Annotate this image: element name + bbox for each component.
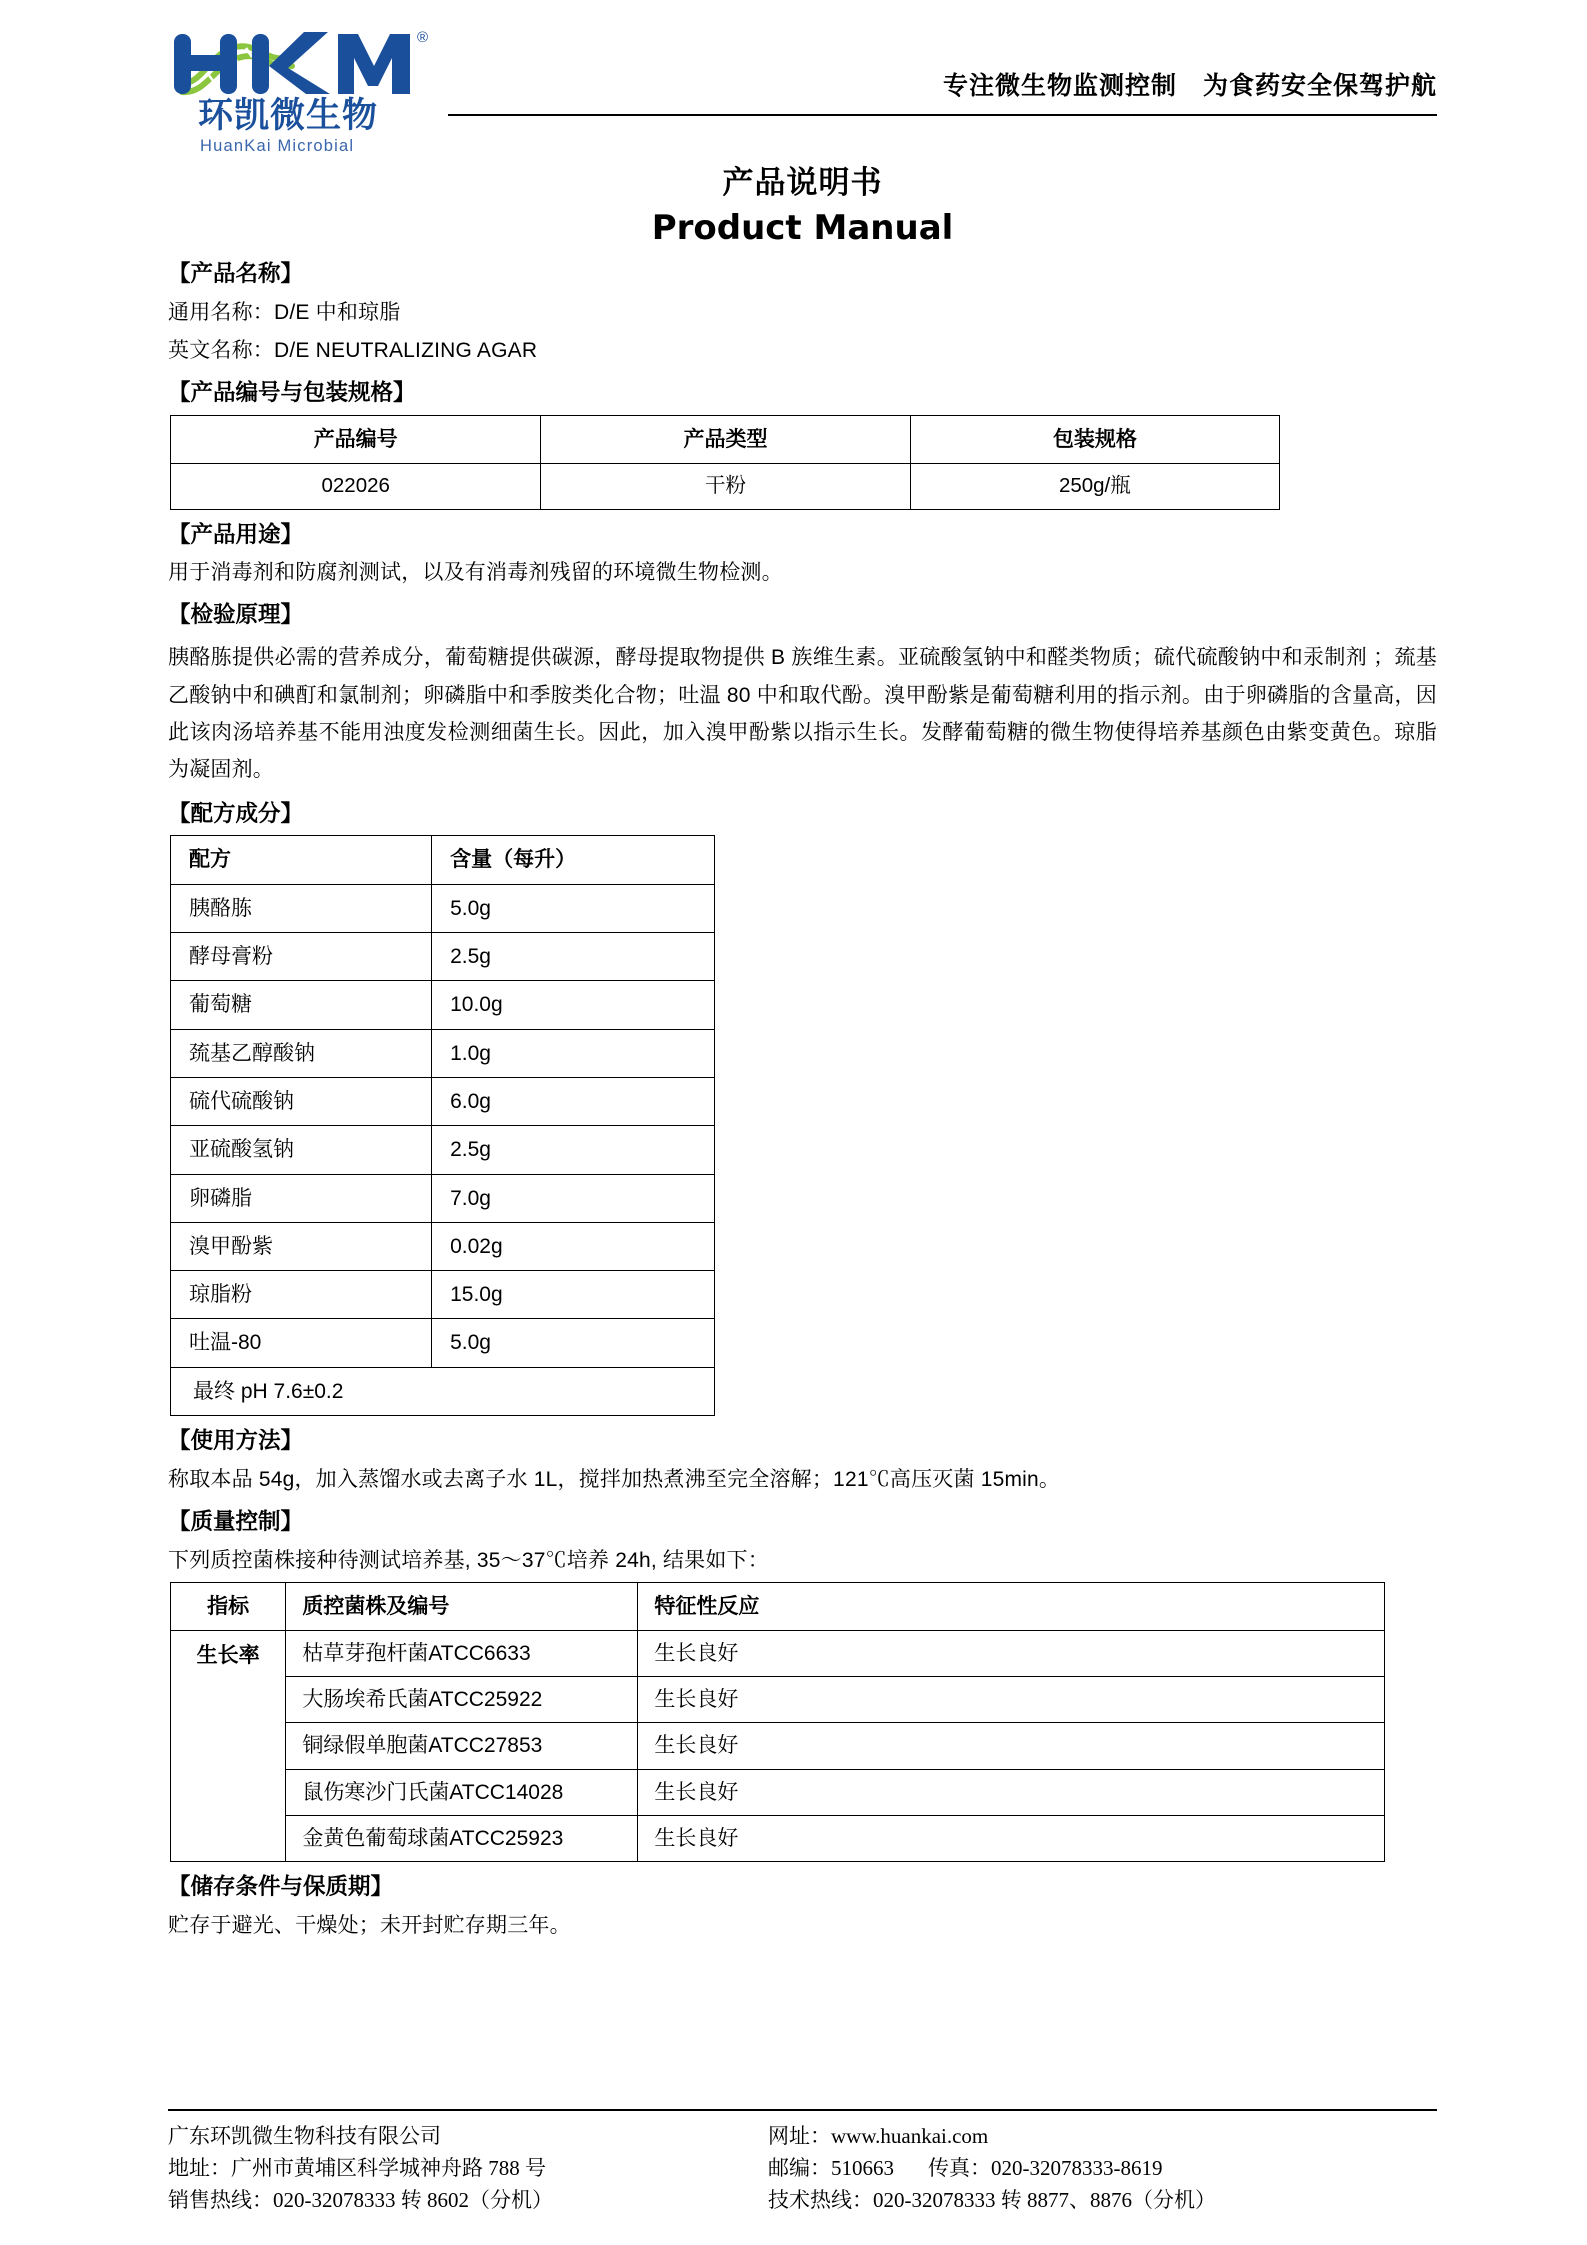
formula-cell-name: 亚硫酸氢钠 [171, 1126, 432, 1174]
table-row [171, 1769, 1385, 1815]
table-row [171, 981, 715, 1029]
formula-cell-amount: 5.0g [432, 1319, 715, 1367]
spec-cell-package: 250g/瓶 [910, 464, 1279, 510]
footer-left-column [168, 2121, 768, 2217]
table-row [171, 1222, 715, 1270]
formula-cell-name: 琼脂粉 [171, 1271, 432, 1319]
section-heading-usage: 【产品用途】 [168, 521, 304, 548]
formula-ph-value: 最终 pH 7.6±0.2 [171, 1367, 715, 1415]
footer-sales-hotline: 销售热线：020-32078333 转 8602（分机） [168, 2188, 553, 2213]
table-row [171, 1319, 715, 1367]
table-row [171, 464, 1280, 510]
spec-col-type: 产品类型 [541, 415, 910, 463]
qc-col-reaction: 特征性反应 [638, 1582, 1385, 1630]
footer-company-name: 广东环凯微生物科技有限公司 [168, 2124, 441, 2149]
footer-fax: 传真：020-32078333-8619 [928, 2156, 1163, 2181]
footer-postcode: 邮编：510663 [768, 2156, 894, 2181]
storage-text: 贮存于避光、干燥处；未开封贮存期三年。 [168, 1914, 571, 1938]
usage-text: 用于消毒剂和防腐剂测试，以及有消毒剂残留的环境微生物检测。 [168, 561, 783, 585]
section-heading-formula: 【配方成分】 [168, 800, 304, 827]
spec-cell-code: 022026 [171, 464, 541, 510]
logo-english-name: HuanKai Microbial [200, 137, 355, 155]
qc-cell-reaction: 生长良好 [638, 1769, 1385, 1815]
table-row [171, 1271, 715, 1319]
formula-cell-name: 硫代硫酸钠 [171, 1077, 432, 1125]
document-body [0, 164, 1587, 1943]
principle-text: 胰酪胨提供必需的营养成分，葡萄糖提供碳源，酵母提取物提供 B 族维生素。亚硫酸氢钠中和醛类物质；硫代硫酸钠中和汞制剂 ；巯基乙酸钠中和碘酊和氯制剂；卵磷脂中和季胺类化合物；吐温 80 中和取代酚。溴甲酚紫是葡萄糖利用的指示剂。由于卵磷脂的含量高，因此该肉汤培养基不能用浊度发检测细菌生长。因此，加入溴甲酚紫以指示生长。发酵葡萄糖的微生物使得培养基颜色由紫变黄色。琼脂为凝固剂。 [168, 646, 1437, 782]
footer-address: 地址：广州市黄埔区科学城神舟路 788 号 [168, 2156, 546, 2181]
spec-cell-type: 干粉 [541, 464, 910, 510]
page-title-en: Product Manual [651, 207, 954, 248]
table-header-row [171, 836, 715, 884]
qc-col-strain: 质控菌株及编号 [286, 1582, 638, 1630]
formula-cell-name: 巯基乙醇酸钠 [171, 1029, 432, 1077]
qc-cell-reaction: 生长良好 [638, 1630, 1385, 1676]
logo-chinese-name: 环凯微生物 [198, 96, 379, 135]
table-row [171, 1077, 715, 1125]
table-row [171, 1816, 1385, 1862]
generic-name-label: 通用名称： [168, 301, 274, 324]
table-row [171, 1126, 715, 1174]
table-row [171, 1630, 1385, 1676]
quality-intro-text: 下列质控菌株接种待测试培养基, 35～37℃培养 24h, 结果如下： [168, 1548, 769, 1572]
formula-cell-amount: 10.0g [432, 981, 715, 1029]
formula-cell-name: 酵母膏粉 [171, 933, 432, 981]
page-header [0, 0, 1587, 155]
formula-cell-name: 葡萄糖 [171, 981, 432, 1029]
section-heading-quality: 【质量控制】 [168, 1508, 304, 1535]
qc-col-index: 指标 [171, 1582, 286, 1630]
qc-cell-strain: 铜绿假单胞菌ATCC27853 [286, 1723, 638, 1769]
page-footer [0, 2109, 1587, 2217]
page-title-cn: 产品说明书 [722, 165, 883, 201]
qc-cell-strain: 枯草芽孢杆菌ATCC6633 [286, 1630, 638, 1676]
table-row [171, 1677, 1385, 1723]
formula-cell-name: 胰酪胨 [171, 884, 432, 932]
formula-cell-amount: 7.0g [432, 1174, 715, 1222]
svg-text:®: ® [417, 29, 429, 46]
qc-cell-reaction: 生长良好 [638, 1677, 1385, 1723]
footer-tech-hotline: 技术热线：020-32078333 转 8877、8876（分机） [768, 2188, 1216, 2213]
footer-website: 网址：www.huankai.com [768, 2124, 989, 2149]
formula-col-name: 配方 [171, 836, 432, 884]
formula-cell-amount: 6.0g [432, 1077, 715, 1125]
qc-index-growth-rate: 生长率 [171, 1630, 286, 1861]
table-row-ph [171, 1367, 715, 1415]
footer-right-column [768, 2121, 1437, 2217]
english-name-value: D/E NEUTRALIZING AGAR [274, 339, 538, 363]
spec-col-code: 产品编号 [171, 415, 541, 463]
header-divider [448, 114, 1437, 116]
qc-cell-strain: 金黄色葡萄球菌ATCC25923 [286, 1816, 638, 1862]
formula-cell-amount: 15.0g [432, 1271, 715, 1319]
formula-cell-name: 溴甲酚紫 [171, 1222, 432, 1270]
english-name-label: 英文名称： [168, 339, 274, 363]
formula-cell-amount: 2.5g [432, 1126, 715, 1174]
generic-name-line [168, 296, 1437, 330]
formula-cell-amount: 5.0g [432, 884, 715, 932]
qc-cell-strain: 鼠伤寒沙门氏菌ATCC14028 [286, 1769, 638, 1815]
formula-table [170, 835, 715, 1416]
generic-name-value: D/E 中和琼脂 [274, 301, 401, 324]
table-row [171, 933, 715, 981]
qc-cell-reaction: 生长良好 [638, 1816, 1385, 1862]
company-tagline: 专注微生物监测控制 为食药安全保驾护航 [942, 71, 1437, 100]
table-header-row [171, 1582, 1385, 1630]
table-header-row [171, 415, 1280, 463]
company-logo [168, 22, 448, 155]
formula-cell-name: 吐温-80 [171, 1319, 432, 1367]
section-heading-spec: 【产品编号与包装规格】 [168, 380, 416, 407]
quality-control-table [170, 1582, 1385, 1863]
qc-cell-strain: 大肠埃希氏菌ATCC25922 [286, 1677, 638, 1723]
table-row [171, 1174, 715, 1222]
section-heading-product-name: 【产品名称】 [168, 261, 304, 288]
table-row [171, 1723, 1385, 1769]
section-heading-method: 【使用方法】 [168, 1428, 304, 1455]
hkm-logo-icon [168, 22, 436, 100]
method-text: 称取本品 54g，加入蒸馏水或去离子水 1L，搅拌加热煮沸至完全溶解；121℃高压灭菌 15min。 [168, 1467, 1061, 1491]
english-name-line [168, 334, 1437, 368]
qc-cell-reaction: 生长良好 [638, 1723, 1385, 1769]
spec-table [170, 415, 1280, 510]
table-row [171, 884, 715, 932]
section-heading-storage: 【储存条件与保质期】 [168, 1874, 394, 1901]
section-heading-principle: 【检验原理】 [168, 602, 304, 629]
formula-cell-name: 卵磷脂 [171, 1174, 432, 1222]
footer-postcode-fax-line [768, 2153, 1437, 2185]
formula-cell-amount: 0.02g [432, 1222, 715, 1270]
spec-col-package: 包装规格 [910, 415, 1279, 463]
tagline-area [448, 22, 1437, 116]
formula-col-amount: 含量（每升） [432, 836, 715, 884]
formula-cell-amount: 2.5g [432, 933, 715, 981]
footer-divider [168, 2109, 1437, 2111]
table-row [171, 1029, 715, 1077]
formula-cell-amount: 1.0g [432, 1029, 715, 1077]
